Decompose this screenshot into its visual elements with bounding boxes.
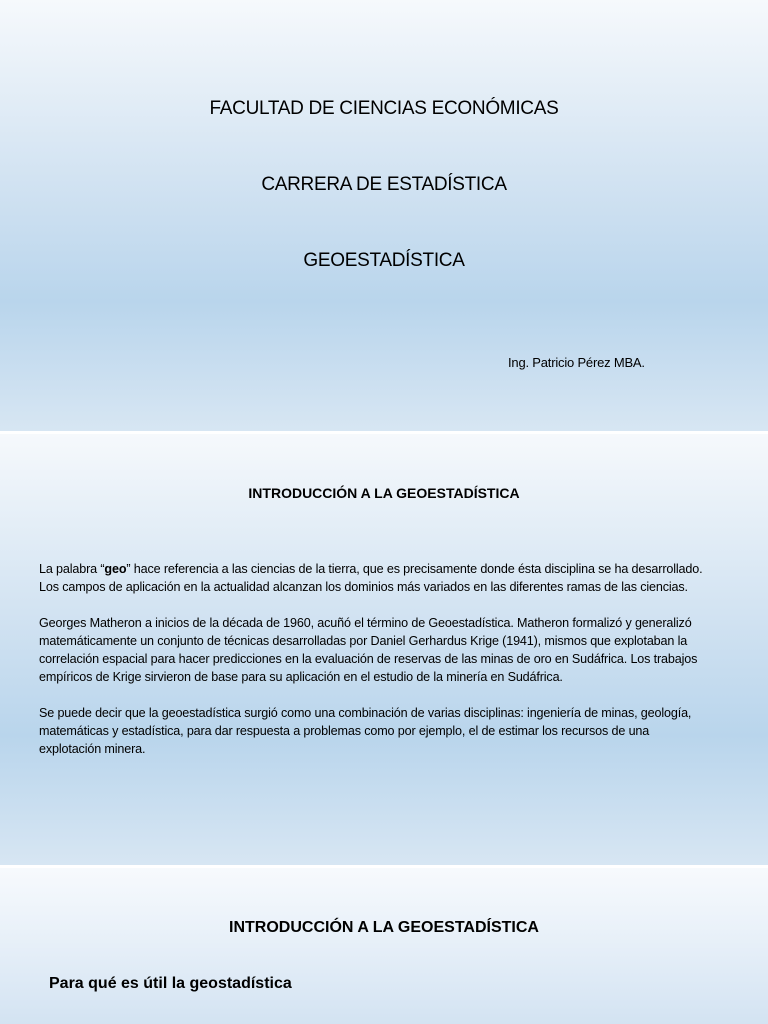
bold-term: geo xyxy=(104,562,127,576)
slide-subtitle: Para qué es útil la geostadística xyxy=(49,975,292,992)
course-name: GEOESTADÍSTICA xyxy=(303,250,465,271)
slide-title: INTRODUCCIÓN A LA GEOESTADÍSTICA xyxy=(248,485,520,501)
slide-body xyxy=(39,560,704,776)
slide-introduction xyxy=(0,434,768,865)
paragraph-text: ” hace referencia a las ciencias de la tierra, que es precisamente donde ésta disciplina se ha desarrollado. Los campos de aplicación en la actualidad alcanzan los dominios más variados en las diferentes ramas de las ciencias. xyxy=(39,562,703,594)
paragraph-geo xyxy=(39,560,704,596)
author-name: Ing. Patricio Pérez MBA. xyxy=(508,355,645,370)
slide-title-page xyxy=(0,0,768,431)
slide-usefulness xyxy=(0,868,768,1024)
faculty-name: FACULTAD DE CIENCIAS ECONÓMICAS xyxy=(209,98,559,119)
paragraph-origin: Se puede decir que la geoestadística surgió como una combinación de varias disciplinas: ingeniería de minas, geología, matemáticas y estadística, para dar respuesta a problemas como por ejemplo, el de estimar los recursos de una explotación minera. xyxy=(39,706,692,756)
paragraph-matheron: Georges Matheron a inicios de la década de 1960, acuñó el término de Geoestadística. Matheron formalizó y generalizó matemáticamente un conjunto de técnicas desarrolladas por Daniel Gerhardus Krige (1941), mismos que explotaban la correlación espacial para hacer predicciones en la evaluación de reservas de las minas de oro en Sudáfrica. Los trabajos empíricos de Krige sirvieron de base para su aplicación en el estudio de la minería en Sudáfrica. xyxy=(39,616,698,684)
slide-title: INTRODUCCIÓN A LA GEOESTADÍSTICA xyxy=(229,919,539,936)
career-name: CARRERA DE ESTADÍSTICA xyxy=(261,174,507,195)
paragraph-text: La palabra “ xyxy=(39,562,105,576)
